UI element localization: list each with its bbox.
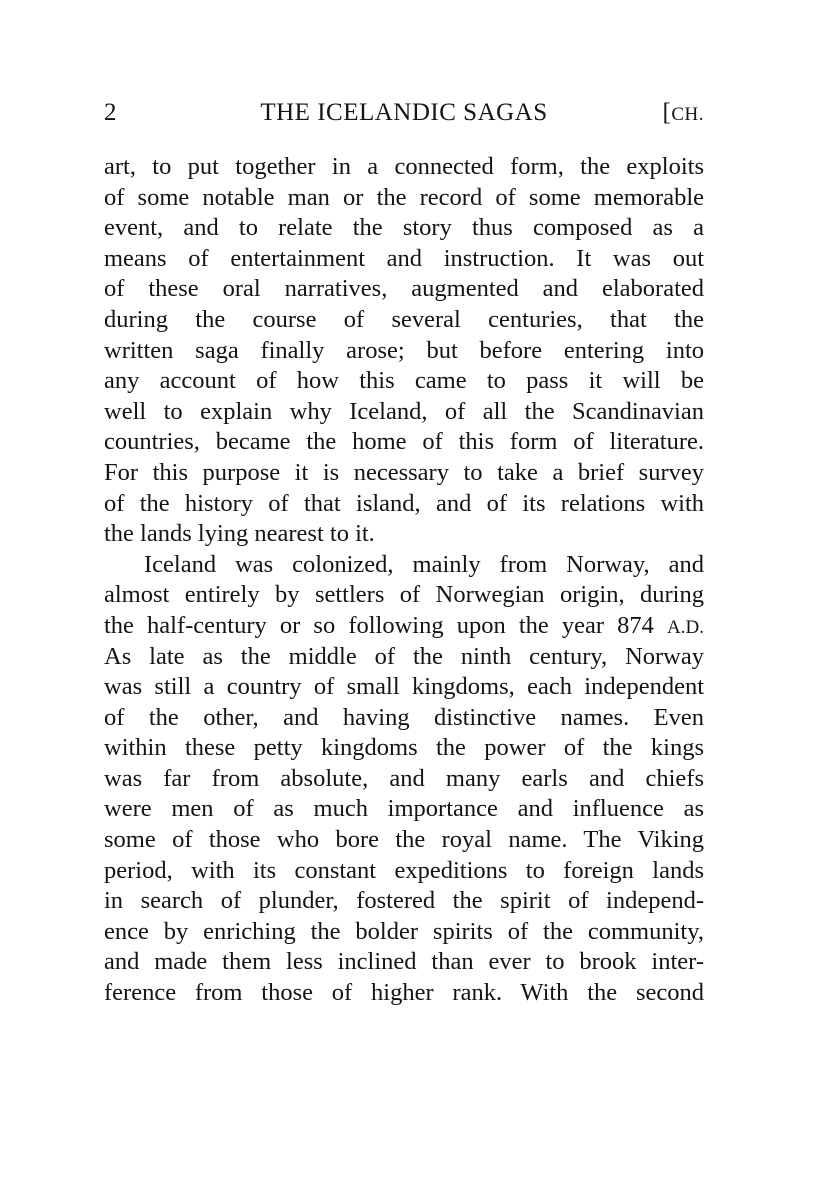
chapter-mark (663, 96, 704, 132)
text-line: the lands lying nearest to it. (104, 520, 375, 548)
text-line: was still a country of small kingdoms, each independent (104, 673, 704, 701)
text-line: period, with its constant expeditions to foreign lands (104, 856, 704, 884)
text-line: well to explain why Iceland, of all the Scandinavian (104, 397, 704, 425)
paragraph-2 (104, 550, 704, 1009)
paragraph-1 (104, 152, 704, 550)
text-line: some of those who bore the royal name. The Viking (104, 826, 704, 854)
text-line: event, and to relate the story thus composed as a (104, 214, 704, 242)
text-line: almost entirely by settlers of Norwegian origin, during (104, 581, 704, 609)
running-title: THE ICELANDIC SAGAS (260, 99, 548, 126)
body-text (104, 152, 704, 1009)
text-line: Iceland was colonized, mainly from Norway, and (144, 550, 704, 578)
text-line: ence by enriching the bolder spirits of the community, (104, 917, 704, 945)
text-line: was far from absolute, and many earls and chiefs (104, 764, 704, 792)
text-line: As late as the middle of the ninth century, Norway (104, 642, 704, 670)
text-line: means of entertainment and instruction. It was out (104, 244, 704, 272)
text-line: during the course of several centuries, that the (104, 305, 704, 333)
text-line: ference from those of higher rank. With the second (104, 979, 704, 1007)
page-number: 2 (104, 99, 117, 126)
text-line: countries, became the home of this form of literature. (104, 428, 704, 456)
text-line-content: the half-century or so following upon the year 874 (104, 611, 654, 639)
text-line: in search of plunder, fostered the spirit of independ- (104, 887, 704, 915)
text-line (104, 611, 704, 642)
text-line: any account of how this came to pass it will be (104, 367, 704, 395)
era-abbrev: A.D. (667, 616, 704, 638)
text-line: written saga finally arose; but before entering into (104, 336, 704, 364)
text-line: were men of as much importance and influence as (104, 795, 704, 823)
text-line: of the history of that island, and of its relations with (104, 489, 704, 517)
text-line: For this purpose it is necessary to take a brief survey (104, 458, 704, 486)
text-line: and made them less inclined than ever to brook inter- (104, 948, 704, 976)
text-line: of the other, and having distinctive names. Even (104, 703, 704, 731)
text-line: art, to put together in a connected form, the exploits (104, 153, 704, 180)
text-line: of some notable man or the record of some memorable (104, 183, 704, 211)
text-line: of these oral narratives, augmented and elaborated (104, 275, 704, 303)
chapter-bracket: [ (662, 99, 672, 126)
chapter-abbrev: CH. (671, 104, 704, 125)
running-head (104, 96, 704, 130)
text-line: within these petty kingdoms the power of the kings (104, 734, 704, 762)
